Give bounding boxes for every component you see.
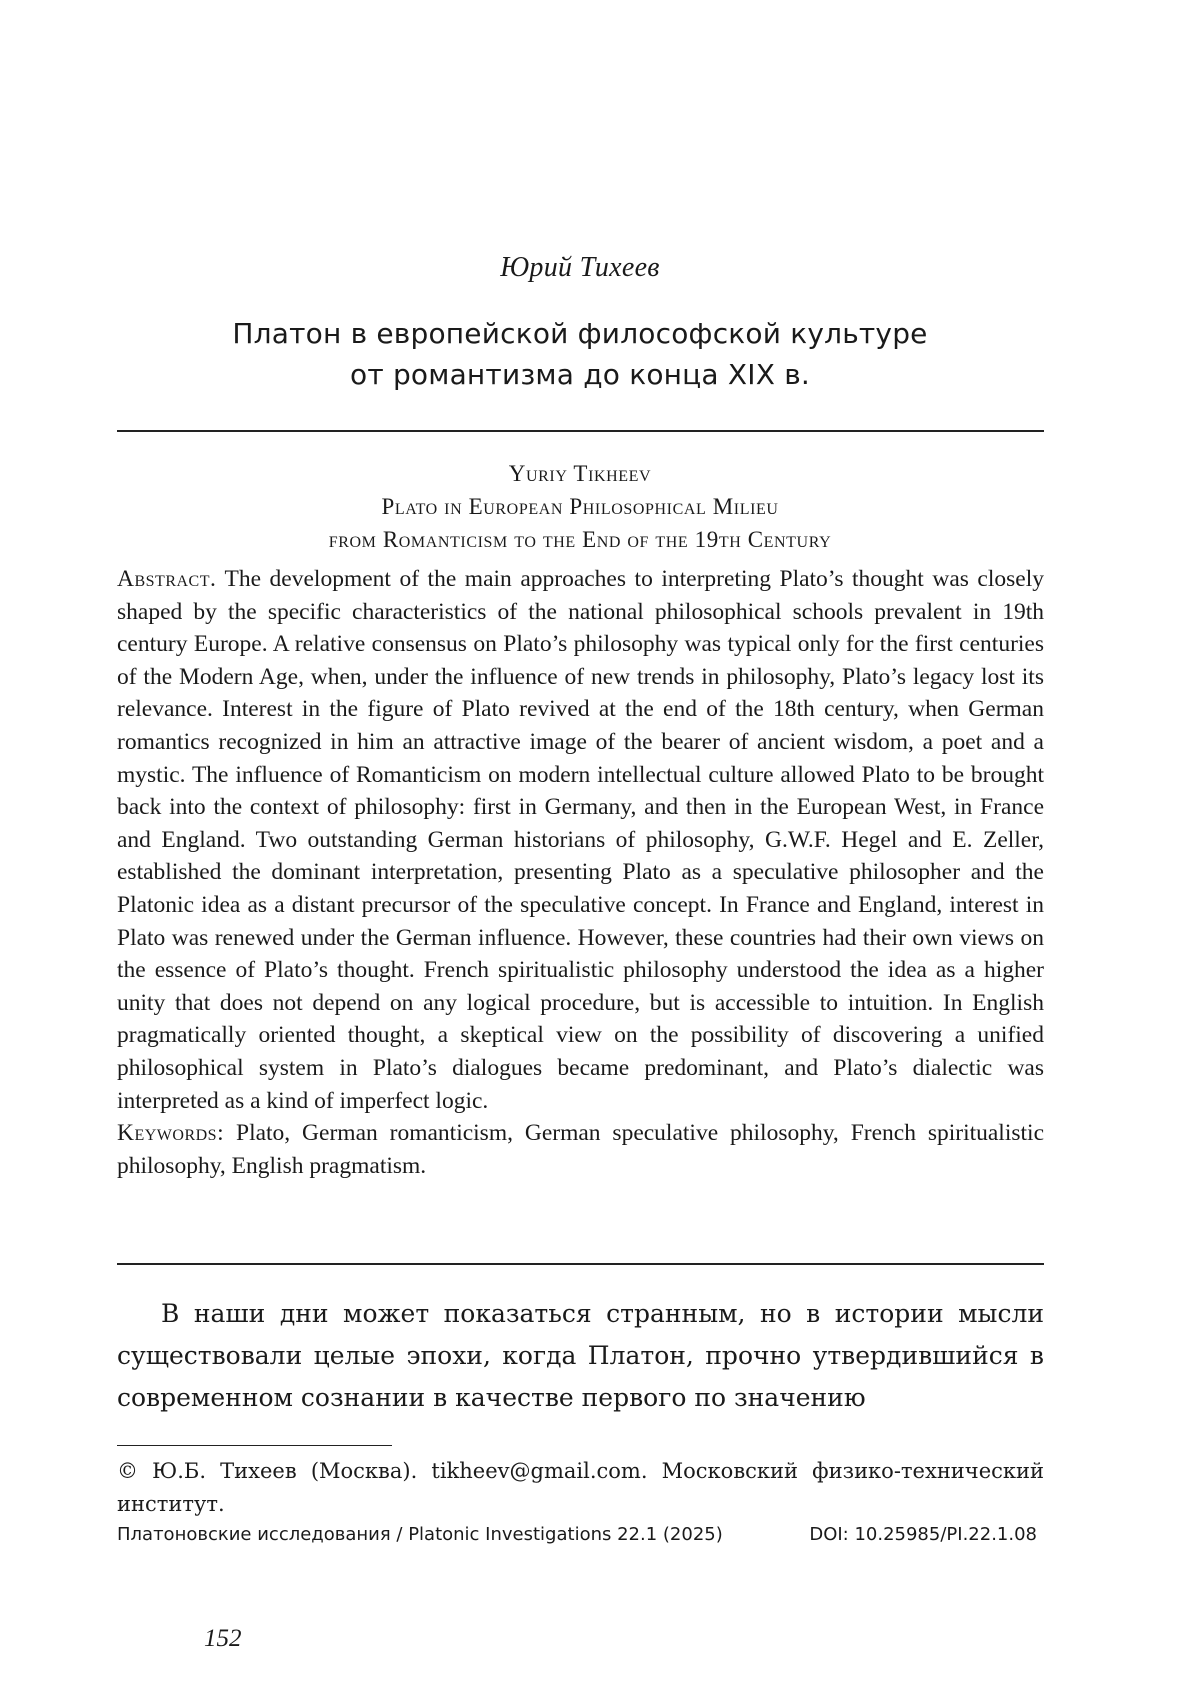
- top-divider: [117, 430, 1044, 432]
- keywords-label: Keywords:: [117, 1120, 225, 1147]
- keywords-paragraph: [117, 1117, 1044, 1182]
- bottom-divider: [117, 1263, 1044, 1265]
- abstract-block: [117, 563, 1044, 1182]
- article-title-ru: [0, 313, 1160, 395]
- article-title-en-line-1: Plato in European Philosophical Milieu: [381, 494, 779, 519]
- abstract-paragraph: [117, 563, 1044, 1117]
- author-name-ru: Юрий Тихеев: [500, 252, 660, 283]
- footnote-divider: [117, 1445, 392, 1446]
- article-title-ru-line-1: Платон в европейской философской культуре: [232, 317, 928, 350]
- body-paragraph: В наши дни может показаться странным, но в истории мысли существовали целые эпохи, когда Платон, прочно утвердившийся в современном сознании в качестве первого по значению: [117, 1299, 1044, 1412]
- abstract-text: The development of the main approaches to interpreting Plato’s thought was closely shaped by the specific characteristics of the national philosophical schools prevalent in 19th century Europe. A relative consensus on Plato’s philosophy was typical only for the first centuries of the Modern Age, when, under the influence of new trends in philosophy, Plato’s legacy lost its relevance. Interest in the figure of Plato revived at the end of the 18th century, when German romantics recognized in him an attractive image of the bearer of ancient wisdom, a poet and a mystic. The influence of Romanticism on modern intellectual culture allowed Plato to be brought back into the context of philosophy: first in Germany, and then in the European West, in France and England. Two outstanding German historians of philosophy, G.W.F. Hegel and E. Zeller, established the dominant interpretation, presenting Plato as a speculative philosopher and the Platonic idea as a distant precursor of the speculative concept. In France and England, interest in Plato was renewed under the German influence. However, these countries had their own views on the essence of Plato’s thought. French spiritualistic philosophy understood the idea as a higher unity that does not depend on any logical procedure, but is accessible to intuition. In English pragmatically oriented thought, a skeptical view on the possibility of discovering a unified philosophical system in Plato’s dialogues became predominant, and Plato’s dialectic was interpreted as a kind of imperfect logic.: [117, 566, 1044, 1114]
- article-title-en-line-2: from Romanticism to the End of the 19th Century: [328, 527, 832, 552]
- author-name-en: Yuriy Tikheev: [508, 461, 652, 486]
- english-header: [0, 457, 1160, 556]
- abstract-label: Abstract.: [117, 566, 217, 592]
- journal-footer: [117, 1524, 1037, 1545]
- doi: DOI: 10.25985/PI.22.1.08: [809, 1524, 1037, 1545]
- author-footnote: © Ю.Б. Тихеев (Москва). tikheev@gmail.com. Московский физико-технический институт.: [117, 1459, 1044, 1516]
- page-number: 152: [204, 1625, 242, 1652]
- keywords-text: Plato, German romanticism, German speculative philosophy, French spiritualistic philosophy, English pragmatism.: [117, 1120, 1045, 1179]
- article-title-ru-line-2: от романтизма до конца XIX в.: [350, 358, 810, 391]
- journal-citation: Платоновские исследования / Platonic Investigations 22.1 (2025): [117, 1524, 723, 1545]
